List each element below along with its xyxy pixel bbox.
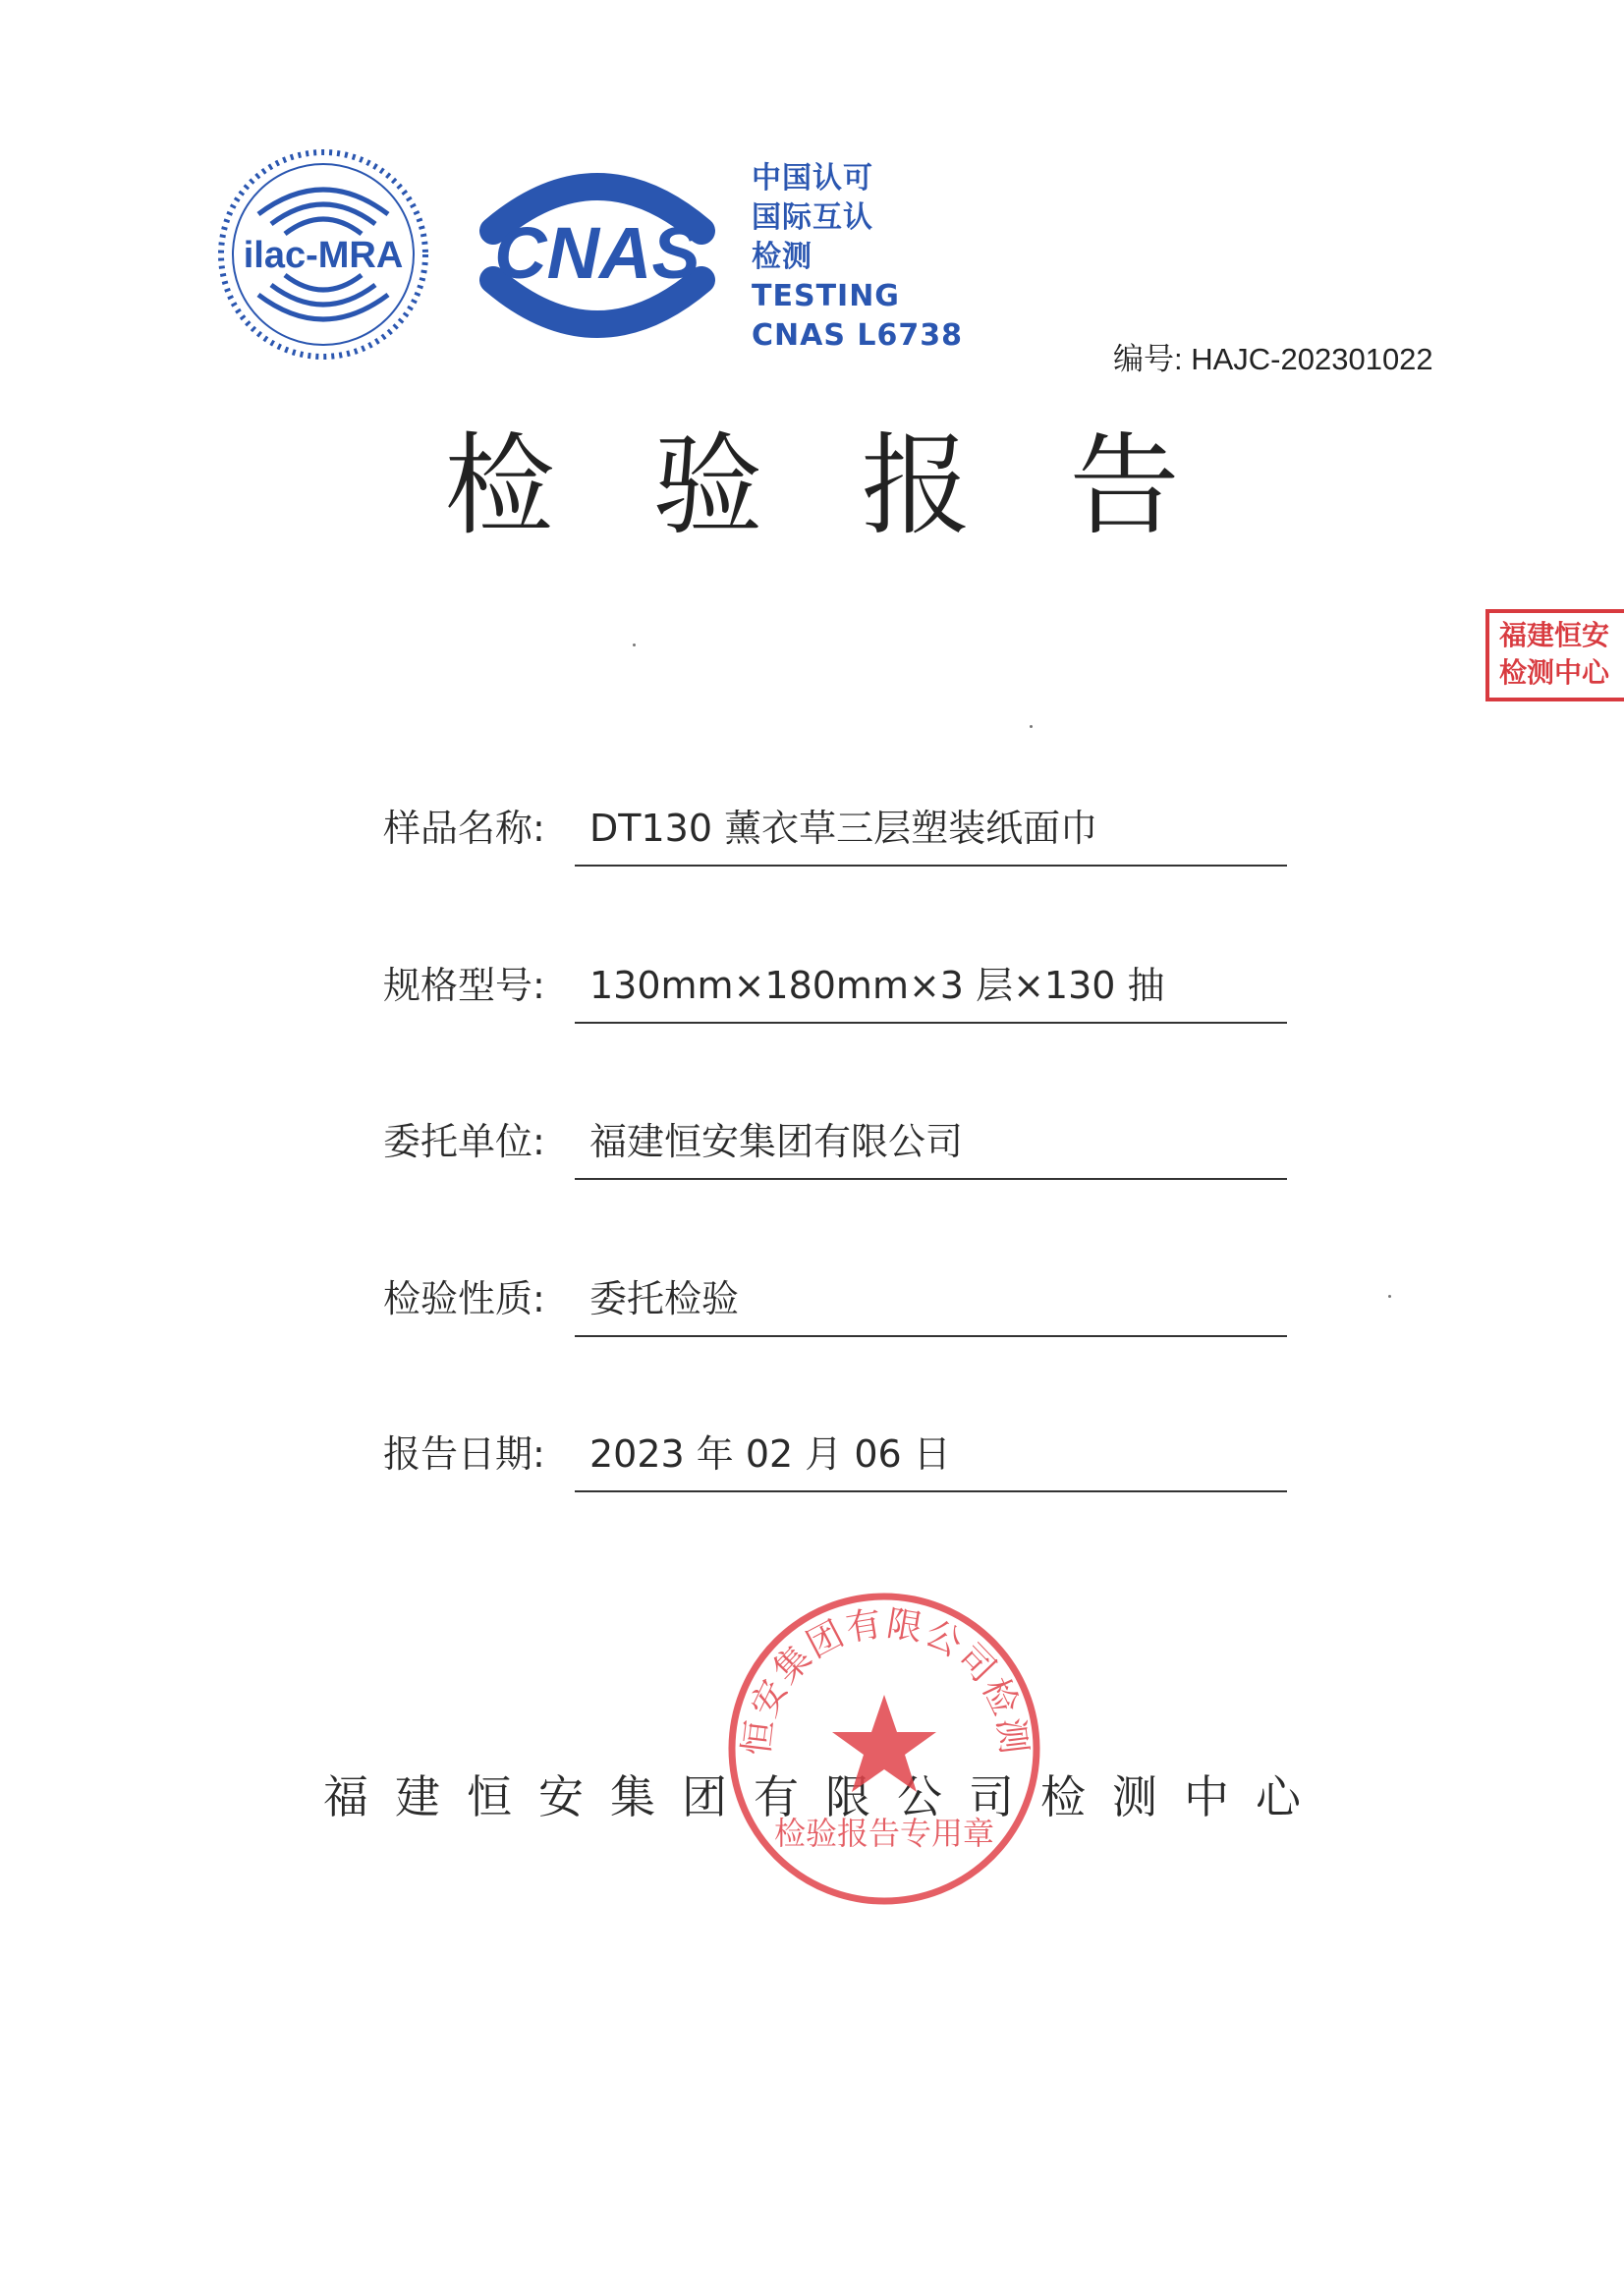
cnas-line: CNAS L6738 [752,318,964,353]
field-label: 样品名称: [383,807,545,850]
field-label: 检验性质: [383,1277,545,1320]
side-stamp-line: 福建恒安 [1499,619,1610,651]
cnas-line: 中国认可 [752,161,873,196]
cnas-accreditation-text [752,159,963,356]
field-label: 规格型号: [383,964,545,1007]
field-underline [575,1022,1287,1024]
field-underline [575,1490,1287,1492]
official-seal-stamp [722,1587,1046,1911]
scan-speck [633,644,636,646]
field-sample-name [383,799,1287,858]
field-underline [575,1335,1287,1337]
field-client [383,1112,1287,1171]
report-number: 编号: HAJC-202301022 [1113,342,1433,376]
field-value: DT130 薰衣草三层塑装纸面巾 [589,807,1098,850]
star-icon [832,1695,936,1792]
field-value: 委托检验 [589,1277,740,1320]
scan-speck [1030,725,1033,728]
seal-bottom-text: 检验报告专用章 [773,1815,995,1852]
field-report-date [383,1425,1287,1484]
seal-ring-text: 恒安集团有限公司检测 [736,1603,1035,1759]
cnas-line: 国际互认 [752,200,873,235]
cnas-line: 检测 [752,240,812,274]
field-value: 福建恒安集团有限公司 [589,1120,964,1163]
field-label: 委托单位: [383,1120,545,1163]
cnas-line: TESTING [752,279,900,313]
side-stamp-line: 检测中心 [1499,656,1610,689]
ilac-logo-text: ilac-MRA [243,235,404,276]
field-value: 2023 年 02 月 06 日 [589,1432,951,1476]
field-value: 130mm×180mm×3 层×130 抽 [589,964,1165,1007]
field-inspection-type [383,1269,1287,1328]
cnas-logo-text: CNAS [494,212,700,294]
ilac-mra-logo [214,145,432,364]
field-underline [575,1178,1287,1180]
field-specification [383,956,1287,1015]
side-seal-stamp [1485,609,1624,701]
scan-speck [1388,1295,1391,1298]
page-title: 检验报告 [444,422,1278,550]
field-label: 报告日期: [383,1432,545,1476]
cnas-logo [464,162,731,349]
issuer-name: 福建恒安集团有限公司检测中心 [323,1770,1327,1823]
field-underline [575,865,1287,867]
